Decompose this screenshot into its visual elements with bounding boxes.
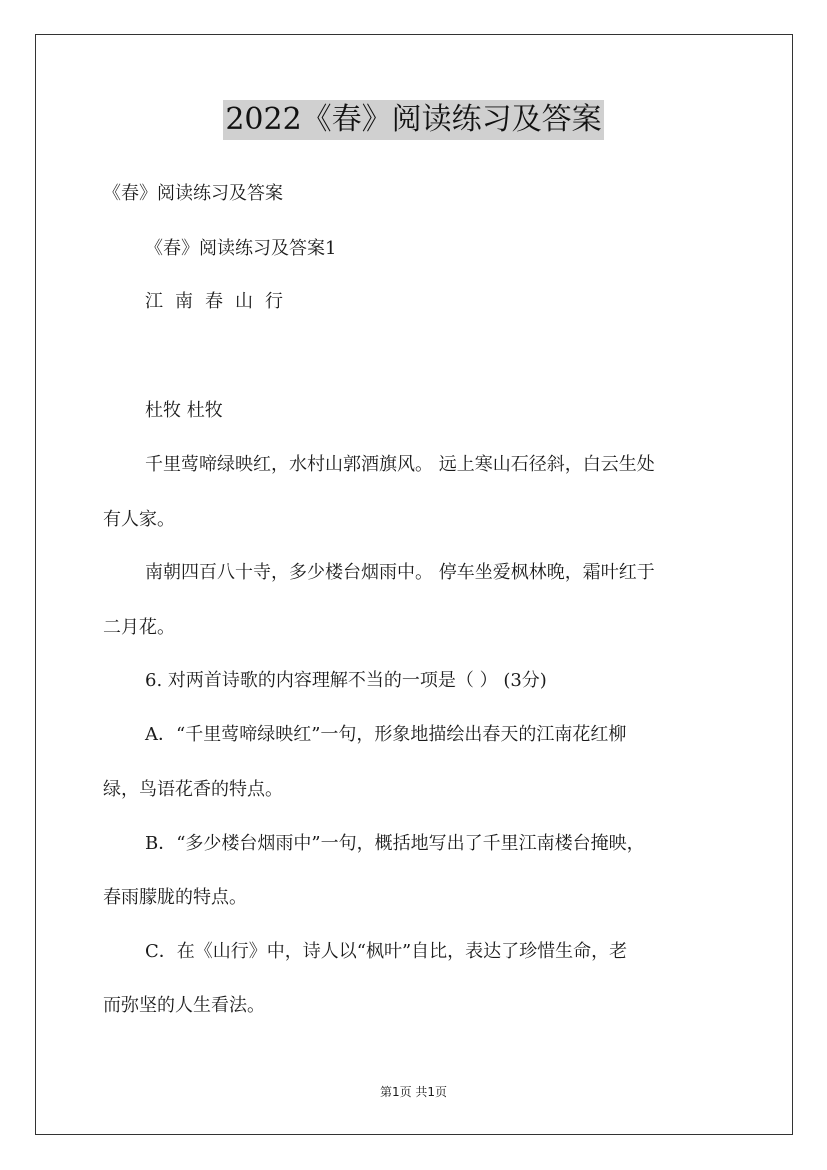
poem-line: 千里莺啼绿映红，水村山郭酒旗风。 远上寒山石径斜，白云生处 (145, 454, 655, 475)
page-number: 第1页 共1页 (379, 1085, 448, 1099)
option-a-line1: A．“千里莺啼绿映红”一句，形象地描绘出春天的江南花红柳 (145, 724, 627, 745)
option-c-line1: C．在《山行》中，诗人以“枫叶”自比，表达了珍惜生命，老 (145, 941, 628, 962)
title-wrapper (0, 100, 827, 140)
option-a-line2: 绿，鸟语花香的特点。 (103, 779, 283, 800)
poem-line: 二月花。 (103, 617, 175, 638)
option-b-line2: 春雨朦胧的特点。 (103, 887, 247, 908)
document-subtitle: 《春》阅读练习及答案 (103, 183, 283, 204)
option-c-line2: 而弥坚的人生看法。 (103, 995, 265, 1016)
poem-line: 南朝四百八十寺，多少楼台烟雨中。 停车坐爱枫林晚，霜叶红于 (145, 562, 655, 583)
option-b-line1: B．“多少楼台烟雨中”一句，概括地写出了千里江南楼台掩映， (145, 833, 645, 854)
poem-line: 有人家。 (103, 509, 175, 530)
document-title: 2022《春》阅读练习及答案 (223, 100, 603, 140)
poem-title: 江南春山行 (145, 291, 295, 312)
section-heading: 《春》阅读练习及答案1 (145, 238, 337, 259)
poem-authors: 杜牧 杜牧 (145, 400, 223, 421)
page-footer (0, 1084, 827, 1100)
question-text: 6. 对两首诗歌的内容理解不当的一项是（ ） (3分) (145, 670, 547, 691)
